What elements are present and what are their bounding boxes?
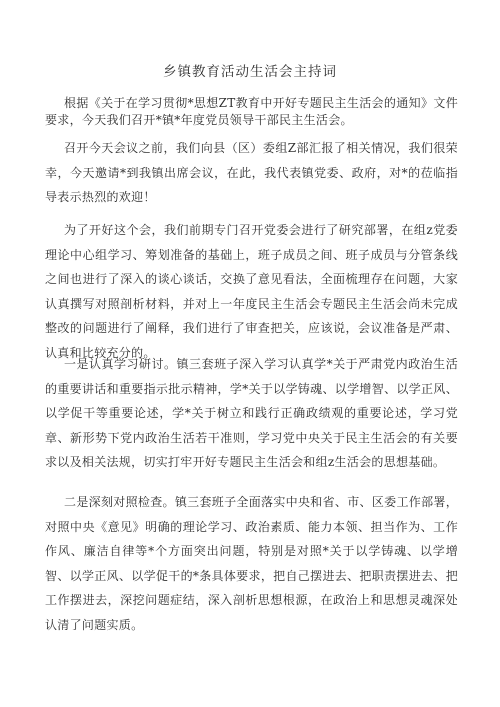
document-title: 乡镇教育活动生活会主持词	[163, 64, 337, 80]
paragraph-notice: 根据《关于在学习贯彻*思想ZT教育中开好专题民主生活会的通知》文件要求，今天我们召开*镇*年度党员领导干部民主生活会。	[45, 96, 458, 127]
paragraph-study: 一是认真学习研讨。镇三套班子深入学习认真学*关于严肃党内政治生活的重要讲话和重要指示批示精神，学*关于以学铸魂、以学增智、以学正风、以学促干等重要论述，学*关于树立和践行正确政绩观的重要论述，学习党章、新形势下党内政治生活若干准则，学习党中央关于民主生活会的有关要求以及相关法规，切实打牢开好专题民主生活会和组z生活会的思想基础。	[45, 357, 458, 469]
paragraph-preparation: 为了开好这个会，我们前期专门召开党委会进行了研究部署，在组z党委理论中心组学习、筹划准备的基础上，班子成员之间、班子成员与分管条线之间也进行了深入的谈心谈话，交换了意见看法，全面梳理存在问题，大家认真撰写对照剖析材料，并对上一年度民主生活会专题民主生活会尚未完成整改的问题进行了阐释，我们进行了审查把关，应该说，会议准备是严肃、认真和比较充分的。	[45, 223, 458, 360]
paragraph-self-examination: 二是深刻对照检查。镇三套班子全面落实中央和省、市、区委工作部署，对照中央《意见》明确的理论学习、政治素质、能力本领、担当作为、工作作风、廉洁自律等*个方面突出问题，特别是对照*关于以学铸魂、以学增智、以学正风、以学促干的*条具体要求，把自己摆进去、把职责摆进去、把工作摆进去，深挖问题症结，深入剖析思想根源，在政治上和思想灵魂深处认清了问题实质。	[45, 495, 458, 632]
paragraph-welcome: 召开今天会议之前，我们向县（区）委组Z部汇报了相关情况，我们很荣幸，今天邀请*到我镇出席会议，在此，我代表镇党委、政府，对*的莅临指导表示热烈的欢迎！	[45, 141, 458, 204]
